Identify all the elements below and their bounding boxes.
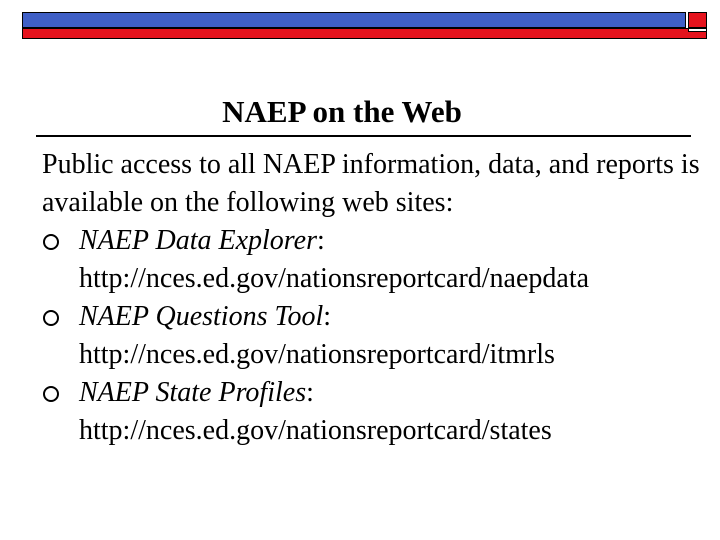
slide-title: NAEP on the Web xyxy=(222,94,462,129)
header-bar-red xyxy=(22,28,707,39)
slide-body xyxy=(42,146,702,450)
bullet-icon xyxy=(43,310,59,326)
bullet-icon xyxy=(43,386,59,402)
title-divider xyxy=(36,135,691,137)
header-corner-square xyxy=(688,12,707,28)
list-item: NAEP Questions Tool: http://nces.ed.gov/nationsreportcard/itmrls xyxy=(42,298,702,374)
link-state-profiles[interactable]: http://nces.ed.gov/nationsreportcard/states xyxy=(79,415,552,446)
intro-paragraph: Public access to all NAEP information, data, and reports is available on the following web sites: xyxy=(42,149,700,218)
link-data-explorer[interactable]: http://nces.ed.gov/nationsreportcard/naepdata xyxy=(79,263,590,294)
item-title-data-explorer: NAEP Data Explorer xyxy=(79,225,317,256)
header-corner-gap xyxy=(688,28,707,32)
link-questions-tool[interactable]: http://nces.ed.gov/nationsreportcard/itmrls xyxy=(79,339,555,370)
list-item: NAEP State Profiles: http://nces.ed.gov/nationsreportcard/states xyxy=(42,374,702,450)
header-bar-blue xyxy=(22,12,686,28)
website-list xyxy=(42,222,702,450)
item-title-questions-tool: NAEP Questions Tool xyxy=(79,301,324,332)
bullet-icon xyxy=(43,234,59,250)
list-item: NAEP Data Explorer: http://nces.ed.gov/nationsreportcard/naepdata xyxy=(42,222,702,298)
item-title-state-profiles: NAEP State Profiles xyxy=(79,377,307,408)
